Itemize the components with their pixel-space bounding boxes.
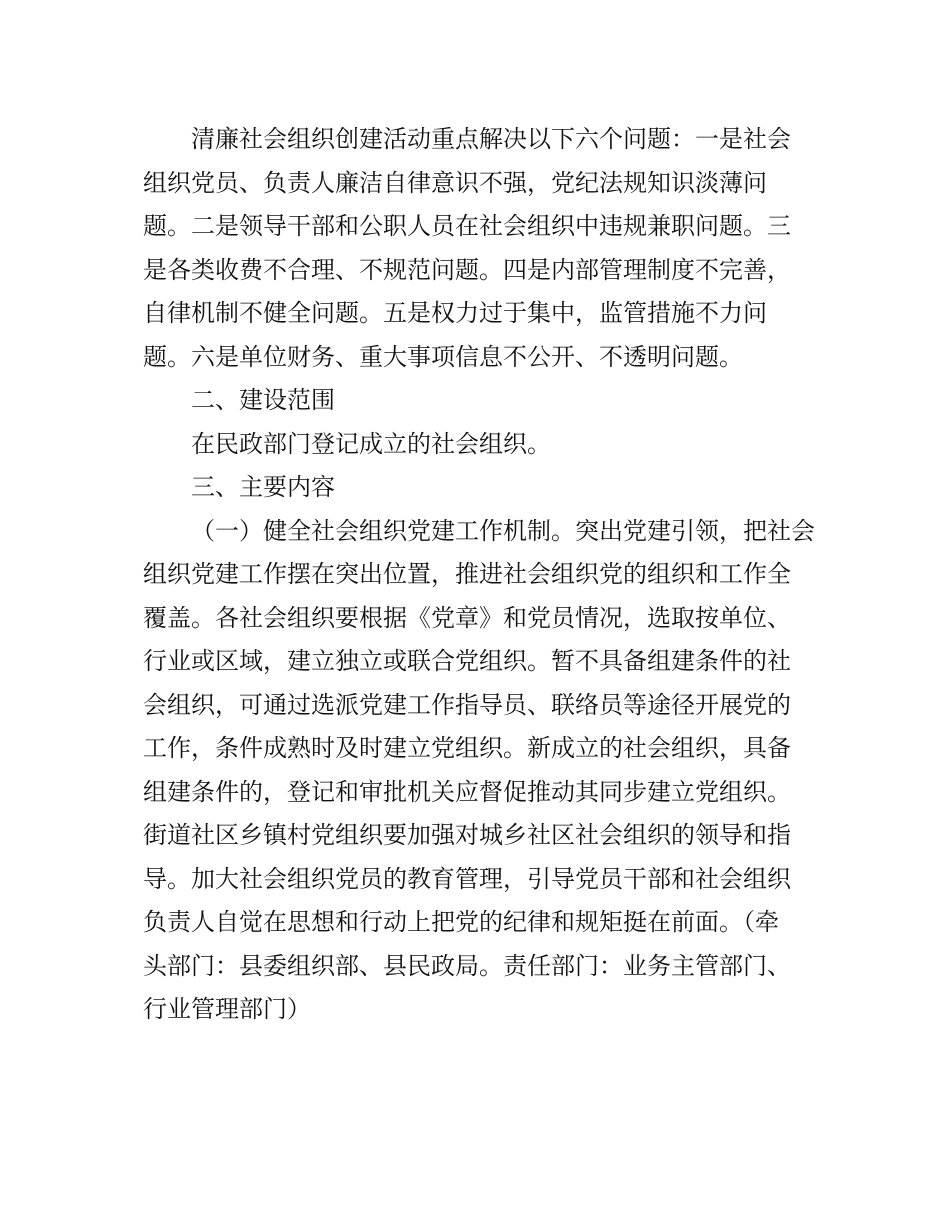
- paragraph-line: 题。二是领导干部和公职人员在社会组织中违规兼职问题。三: [143, 212, 791, 240]
- scope-paragraph: [143, 423, 813, 467]
- paragraph-line: 清廉社会组织创建活动重点解决以下六个问题：一是社会: [191, 125, 791, 153]
- paragraph-line: 组织党员、负责人廉洁自律意识不强，党纪法规知识淡薄问: [143, 168, 767, 197]
- paragraph-line: 会组织，可通过选派党建工作指导员、联络员等途径开展党的: [143, 690, 791, 719]
- paragraph-line: 工作，条件成熟时及时建立党组织。新成立的社会组织，具备: [143, 734, 791, 762]
- paragraph-line: 行业管理部门）: [143, 995, 311, 1023]
- intro-paragraph: [143, 118, 813, 379]
- paragraph-line: 在民政部门登记成立的社会组织。: [191, 429, 551, 458]
- document-body: [143, 118, 813, 1032]
- paragraph-line: 自律机制不健全问题。五是权力过于集中，监管措施不力问: [143, 299, 767, 327]
- paragraph-line: 组织党建工作摆在突出位置，推进社会组织党的组织和工作全: [143, 560, 791, 588]
- section-heading-scope: [143, 379, 813, 423]
- section-heading: 二、建设范围: [191, 386, 335, 414]
- paragraph-line: 行业或区域，建立独立或联合党组织。暂不具备组建条件的社: [143, 647, 791, 675]
- paragraph-line: （一）健全社会组织党建工作机制。突出党建引领，把社会: [191, 516, 815, 545]
- paragraph-line: 负责人自觉在思想和行动上把党的纪律和规矩挺在前面。（牵: [143, 908, 779, 936]
- paragraph-line: 题。六是单位财务、重大事项信息不公开、不透明问题。: [143, 342, 743, 371]
- paragraph-line: 组建条件的，登记和审批机关应督促推动其同步建立党组织。: [143, 777, 791, 806]
- paragraph-line: 是各类收费不合理、不规范问题。四是内部管理制度不完善，: [143, 255, 791, 284]
- paragraph-line: 街道社区乡镇村党组织要加强对城乡社区社会组织的领导和指: [143, 821, 791, 849]
- section-heading: 三、主要内容: [191, 473, 335, 501]
- paragraph-line: 头部门：县委组织部、县民政局。责任部门：业务主管部门、: [143, 951, 791, 980]
- paragraph-line: 导。加大社会组织党员的教育管理，引导党员干部和社会组织: [143, 864, 791, 893]
- paragraph-line: 覆盖。各社会组织要根据《党章》和党员情况，选取按单位、: [143, 603, 791, 632]
- content-paragraph-1: [143, 510, 813, 1032]
- section-heading-content: [143, 466, 813, 510]
